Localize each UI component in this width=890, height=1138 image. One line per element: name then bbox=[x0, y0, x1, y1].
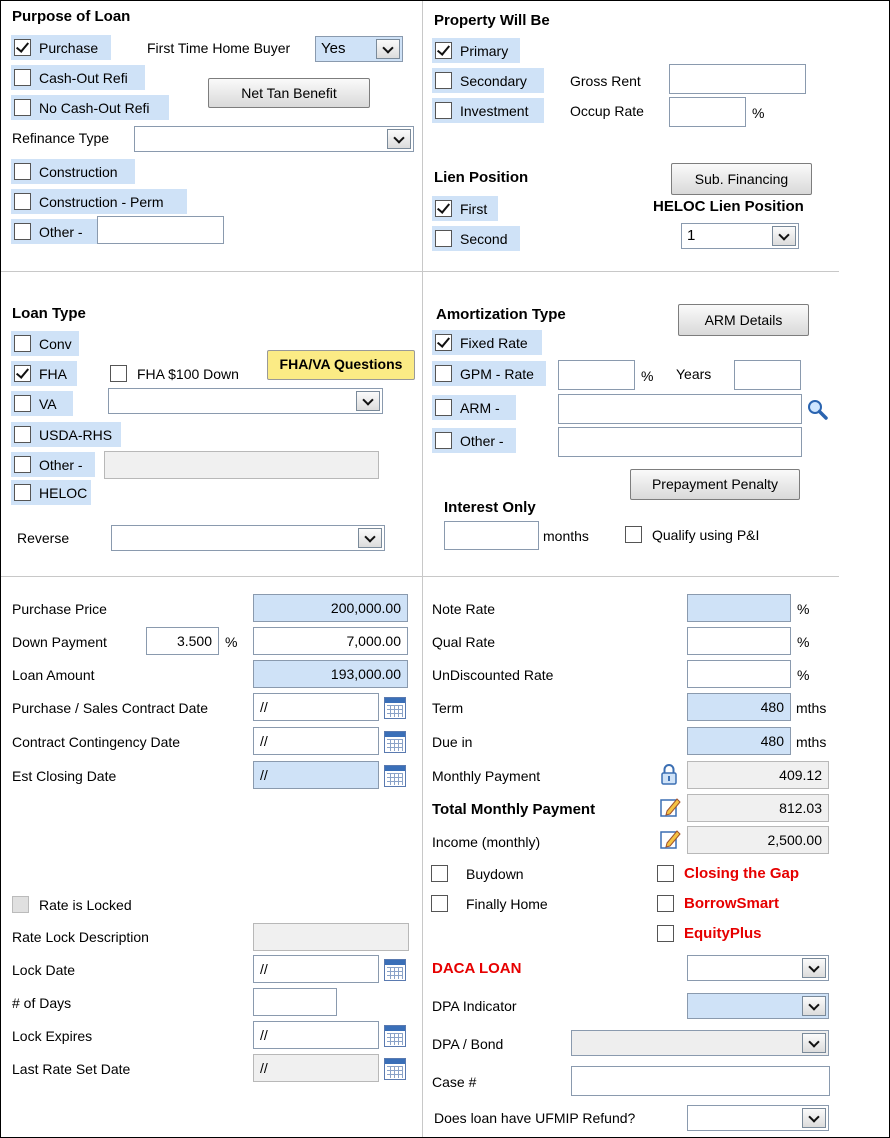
note-rate-pct: % bbox=[797, 601, 810, 617]
usda-check-box[interactable] bbox=[14, 426, 31, 443]
term-label: Term bbox=[432, 700, 464, 716]
gpm-rate-input[interactable] bbox=[558, 360, 635, 390]
total-monthly-value: 812.03 bbox=[687, 794, 829, 822]
rate-locked-check-box bbox=[12, 896, 29, 913]
column-divider bbox=[422, 1, 423, 1137]
finally-home-label: Finally Home bbox=[466, 895, 548, 912]
qual-rate-input[interactable] bbox=[687, 627, 791, 655]
dpa-bond-label: DPA / Bond bbox=[432, 1036, 504, 1052]
case-number-input[interactable] bbox=[571, 1066, 830, 1096]
daca-loan-label: DACA LOAN bbox=[432, 960, 522, 977]
calendar-icon[interactable] bbox=[384, 1058, 406, 1080]
va-checkbox[interactable] bbox=[11, 391, 73, 416]
no-cash-out-checkbox[interactable] bbox=[11, 95, 169, 120]
dpa-indicator-select[interactable] bbox=[687, 993, 829, 1019]
gross-rent-input[interactable] bbox=[669, 64, 806, 94]
first-lien-label: First bbox=[460, 200, 488, 217]
va-check-box[interactable] bbox=[14, 395, 31, 412]
buydown-label: Buydown bbox=[466, 865, 524, 882]
borrow-smart-check-box[interactable] bbox=[657, 895, 674, 912]
chevron-down-icon[interactable] bbox=[356, 391, 380, 411]
down-payment-label: Down Payment bbox=[12, 634, 107, 650]
interest-only-input[interactable] bbox=[444, 521, 539, 550]
secondary-check-box[interactable] bbox=[435, 72, 452, 89]
section-divider-2 bbox=[1, 576, 839, 577]
heloc-lien-select[interactable] bbox=[681, 223, 799, 249]
down-payment-pct-sign: % bbox=[225, 634, 238, 650]
case-number-label: Case # bbox=[432, 1074, 477, 1090]
arm-checkbox[interactable] bbox=[432, 395, 516, 420]
buydown-checkbox[interactable] bbox=[431, 861, 524, 886]
section-divider-1 bbox=[1, 271, 839, 272]
investment-checkbox[interactable] bbox=[432, 98, 544, 123]
purpose-other-label: Other - bbox=[39, 223, 83, 240]
edit-icon[interactable] bbox=[660, 796, 682, 818]
gpm-checkbox[interactable] bbox=[432, 361, 546, 386]
lock-date-label: Lock Date bbox=[12, 962, 76, 978]
qualify-pi-checkbox[interactable] bbox=[625, 522, 759, 547]
calendar-icon[interactable] bbox=[384, 697, 406, 719]
fha-label: FHA bbox=[39, 365, 67, 382]
closing-date-label: Est Closing Date bbox=[12, 768, 117, 784]
gross-rent-label: Gross Rent bbox=[570, 73, 641, 89]
due-in-input[interactable]: 480 bbox=[687, 727, 791, 755]
heloc-label: HELOC bbox=[39, 484, 88, 501]
occup-rate-input[interactable] bbox=[669, 97, 746, 127]
closing-gap-label: Closing the Gap bbox=[684, 865, 800, 882]
calendar-icon[interactable] bbox=[384, 765, 406, 787]
amort-other-check-box[interactable] bbox=[435, 432, 452, 449]
lock-expires-input[interactable]: // bbox=[253, 1021, 379, 1049]
amort-other-label: Other - bbox=[460, 432, 504, 449]
construction-check-box[interactable] bbox=[14, 163, 31, 180]
first-lien-checkbox[interactable] bbox=[432, 196, 498, 221]
heloc-check-box[interactable] bbox=[14, 484, 31, 501]
qual-rate-pct: % bbox=[797, 634, 810, 650]
heloc-checkbox[interactable] bbox=[11, 480, 91, 505]
gpm-percent: % bbox=[641, 368, 654, 384]
heloc-lien-label: HELOC Lien Position bbox=[653, 198, 804, 215]
amort-other-input[interactable] bbox=[558, 427, 802, 457]
conv-check-box[interactable] bbox=[14, 335, 31, 352]
amortization-title: Amortization Type bbox=[436, 306, 566, 323]
construction-perm-label: Construction - Perm bbox=[39, 193, 164, 210]
qualify-pi-label: Qualify using P&I bbox=[652, 526, 760, 543]
fha100-check-box[interactable] bbox=[110, 365, 127, 382]
prepayment-penalty-button[interactable]: Prepayment Penalty bbox=[630, 469, 800, 500]
property-title: Property Will Be bbox=[434, 12, 550, 29]
chevron-down-icon[interactable] bbox=[358, 528, 382, 548]
refinance-type-label: Refinance Type bbox=[12, 130, 110, 146]
second-lien-checkbox[interactable] bbox=[432, 226, 520, 251]
conv-label: Conv bbox=[39, 335, 72, 352]
total-monthly-label: Total Monthly Payment bbox=[432, 801, 596, 818]
loan-other-check-box[interactable] bbox=[14, 456, 31, 473]
edit-icon[interactable] bbox=[660, 828, 682, 850]
lock-icon[interactable] bbox=[660, 763, 678, 785]
ufmip-refund-label: Does loan have UFMIP Refund? bbox=[434, 1110, 636, 1126]
loan-type-title: Loan Type bbox=[12, 305, 86, 322]
heloc-lien-value: 1 bbox=[687, 227, 696, 244]
closing-gap-check-box[interactable] bbox=[657, 865, 674, 882]
loan-other-input bbox=[104, 451, 379, 479]
chevron-down-icon[interactable] bbox=[387, 129, 411, 149]
purpose-other-checkbox[interactable] bbox=[11, 219, 97, 244]
primary-check-box[interactable] bbox=[435, 42, 452, 59]
interest-only-label: Interest Only bbox=[444, 499, 536, 516]
cash-out-label: Cash-Out Refi bbox=[39, 69, 128, 86]
lock-expires-label: Lock Expires bbox=[12, 1028, 93, 1044]
fha100-label: FHA $100 Down bbox=[137, 365, 239, 382]
down-payment-input[interactable]: 7,000.00 bbox=[253, 627, 408, 655]
purchase-price-input[interactable]: 200,000.00 bbox=[253, 594, 408, 622]
years-input[interactable] bbox=[734, 360, 801, 390]
equity-plus-check-box[interactable] bbox=[657, 925, 674, 942]
va-select[interactable] bbox=[108, 388, 383, 414]
borrow-smart-label: BorrowSmart bbox=[684, 895, 780, 912]
net-tan-benefit-button[interactable]: Net Tan Benefit bbox=[208, 78, 370, 108]
contract-date-input[interactable]: // bbox=[253, 693, 379, 721]
last-rate-set-input: // bbox=[253, 1054, 379, 1082]
loan-amount-label: Loan Amount bbox=[12, 667, 95, 683]
fha100-checkbox[interactable] bbox=[110, 361, 239, 386]
cash-out-check-box[interactable] bbox=[14, 69, 31, 86]
gpm-label: GPM - Rate bbox=[460, 365, 534, 382]
dpa-indicator-label: DPA Indicator bbox=[432, 998, 517, 1014]
income-value: 2,500.00 bbox=[687, 826, 829, 854]
construction-label: Construction bbox=[39, 163, 118, 180]
fixed-rate-label: Fixed Rate bbox=[460, 334, 528, 351]
daca-loan-select[interactable] bbox=[687, 955, 829, 981]
contract-date-label: Purchase / Sales Contract Date bbox=[12, 700, 209, 716]
arm-details-button[interactable]: ARM Details bbox=[678, 304, 809, 336]
second-lien-label: Second bbox=[460, 230, 508, 247]
chevron-down-icon[interactable] bbox=[802, 958, 826, 978]
purchase-price-label: Purchase Price bbox=[12, 601, 107, 617]
usda-label: USDA-RHS bbox=[39, 426, 113, 443]
monthly-payment-label: Monthly Payment bbox=[432, 768, 541, 784]
construction-perm-check-box[interactable] bbox=[14, 193, 31, 210]
term-input[interactable]: 480 bbox=[687, 693, 791, 721]
closing-date-input[interactable]: // bbox=[253, 761, 379, 789]
reverse-select[interactable] bbox=[111, 525, 385, 551]
primary-label: Primary bbox=[460, 42, 509, 59]
monthly-payment-value: 409.12 bbox=[687, 761, 829, 789]
chevron-down-icon[interactable] bbox=[376, 39, 400, 59]
dpa-bond-select[interactable] bbox=[571, 1030, 829, 1056]
calendar-icon[interactable] bbox=[384, 959, 406, 981]
fixed-rate-checkbox[interactable] bbox=[432, 330, 542, 355]
days-label: # of Days bbox=[12, 995, 72, 1011]
first-time-buyer-label: First Time Home Buyer bbox=[147, 40, 291, 56]
arm-label: ARM - bbox=[460, 399, 500, 416]
purpose-other-input[interactable] bbox=[97, 216, 224, 244]
secondary-label: Secondary bbox=[460, 72, 527, 89]
qual-rate-label: Qual Rate bbox=[432, 634, 496, 650]
closing-gap-checkbox[interactable] bbox=[657, 861, 799, 886]
investment-check-box[interactable] bbox=[435, 102, 452, 119]
fha-checkbox[interactable] bbox=[11, 361, 77, 386]
purchase-label: Purchase bbox=[39, 39, 99, 56]
buydown-check-box[interactable] bbox=[431, 865, 448, 882]
contingency-date-input[interactable]: // bbox=[253, 727, 379, 755]
no-cash-out-label: No Cash-Out Refi bbox=[39, 99, 150, 116]
days-input[interactable] bbox=[253, 988, 337, 1016]
arm-input[interactable] bbox=[558, 394, 802, 424]
search-icon[interactable] bbox=[807, 399, 829, 421]
purchase-check-box[interactable] bbox=[14, 39, 31, 56]
purpose-other-check-box[interactable] bbox=[14, 223, 31, 240]
loan-other-label: Other - bbox=[39, 456, 83, 473]
amort-other-checkbox[interactable] bbox=[432, 428, 516, 453]
arm-check-box[interactable] bbox=[435, 399, 452, 416]
loan-other-checkbox[interactable] bbox=[11, 452, 95, 477]
years-label: Years bbox=[676, 366, 712, 382]
construction-perm-checkbox[interactable] bbox=[11, 189, 187, 214]
equity-plus-label: EquityPlus bbox=[684, 925, 762, 942]
equity-plus-checkbox[interactable] bbox=[657, 921, 762, 946]
borrow-smart-checkbox[interactable] bbox=[657, 891, 779, 916]
first-lien-check-box[interactable] bbox=[435, 200, 452, 217]
no-cash-out-check-box[interactable] bbox=[14, 99, 31, 116]
primary-checkbox[interactable] bbox=[432, 38, 520, 63]
due-in-label: Due in bbox=[432, 734, 473, 750]
finally-home-check-box[interactable] bbox=[431, 895, 448, 912]
conv-checkbox[interactable] bbox=[11, 331, 79, 356]
cash-out-checkbox[interactable] bbox=[11, 65, 145, 90]
income-label: Income (monthly) bbox=[432, 834, 541, 850]
note-rate-input[interactable] bbox=[687, 594, 791, 622]
second-lien-check-box[interactable] bbox=[435, 230, 452, 247]
sub-financing-button[interactable]: Sub. Financing bbox=[671, 163, 812, 195]
construction-checkbox[interactable] bbox=[11, 159, 135, 184]
undiscounted-rate-pct: % bbox=[797, 667, 810, 683]
due-in-mths: mths bbox=[796, 734, 827, 750]
rate-locked-label: Rate is Locked bbox=[39, 896, 132, 913]
note-rate-label: Note Rate bbox=[432, 601, 496, 617]
reverse-label: Reverse bbox=[17, 530, 70, 546]
ufmip-refund-select[interactable] bbox=[687, 1105, 829, 1131]
refinance-type-select[interactable] bbox=[134, 126, 414, 152]
finally-home-checkbox[interactable] bbox=[431, 891, 548, 916]
undiscounted-rate-input[interactable] bbox=[687, 660, 791, 688]
fha-va-questions-button[interactable]: FHA/VA Questions bbox=[267, 350, 415, 380]
term-mths: mths bbox=[796, 700, 827, 716]
rate-lock-desc-input bbox=[253, 923, 409, 951]
calendar-icon[interactable] bbox=[384, 1025, 406, 1047]
lock-date-input[interactable]: // bbox=[253, 955, 379, 983]
rate-locked-checkbox bbox=[12, 892, 132, 917]
chevron-down-icon[interactable] bbox=[802, 1033, 826, 1053]
qualify-pi-check-box[interactable] bbox=[625, 526, 642, 543]
occup-rate-percent: % bbox=[752, 105, 765, 121]
chevron-down-icon[interactable] bbox=[802, 996, 826, 1016]
lien-title: Lien Position bbox=[434, 169, 529, 186]
months-label: months bbox=[543, 528, 589, 544]
purpose-title: Purpose of Loan bbox=[12, 8, 131, 25]
undiscounted-rate-label: UnDiscounted Rate bbox=[432, 667, 554, 683]
loan-amount-input[interactable]: 193,000.00 bbox=[253, 660, 408, 688]
fixed-rate-check-box[interactable] bbox=[435, 334, 452, 351]
occup-rate-label: Occup Rate bbox=[570, 103, 644, 119]
usda-checkbox[interactable] bbox=[11, 422, 121, 447]
fha-check-box[interactable] bbox=[14, 365, 31, 382]
first-time-buyer-select[interactable] bbox=[315, 36, 403, 62]
contingency-date-label: Contract Contingency Date bbox=[12, 734, 181, 750]
chevron-down-icon[interactable] bbox=[802, 1108, 826, 1128]
secondary-checkbox[interactable] bbox=[432, 68, 544, 93]
gpm-check-box[interactable] bbox=[435, 365, 452, 382]
last-rate-set-label: Last Rate Set Date bbox=[12, 1061, 131, 1077]
down-payment-pct-input[interactable]: 3.500 bbox=[146, 627, 219, 655]
investment-label: Investment bbox=[460, 102, 529, 119]
rate-lock-desc-label: Rate Lock Description bbox=[12, 929, 149, 945]
chevron-down-icon[interactable] bbox=[772, 226, 796, 246]
va-label: VA bbox=[39, 395, 57, 412]
calendar-icon[interactable] bbox=[384, 731, 406, 753]
purchase-checkbox[interactable] bbox=[11, 35, 111, 60]
first-time-buyer-value: Yes bbox=[321, 40, 346, 57]
